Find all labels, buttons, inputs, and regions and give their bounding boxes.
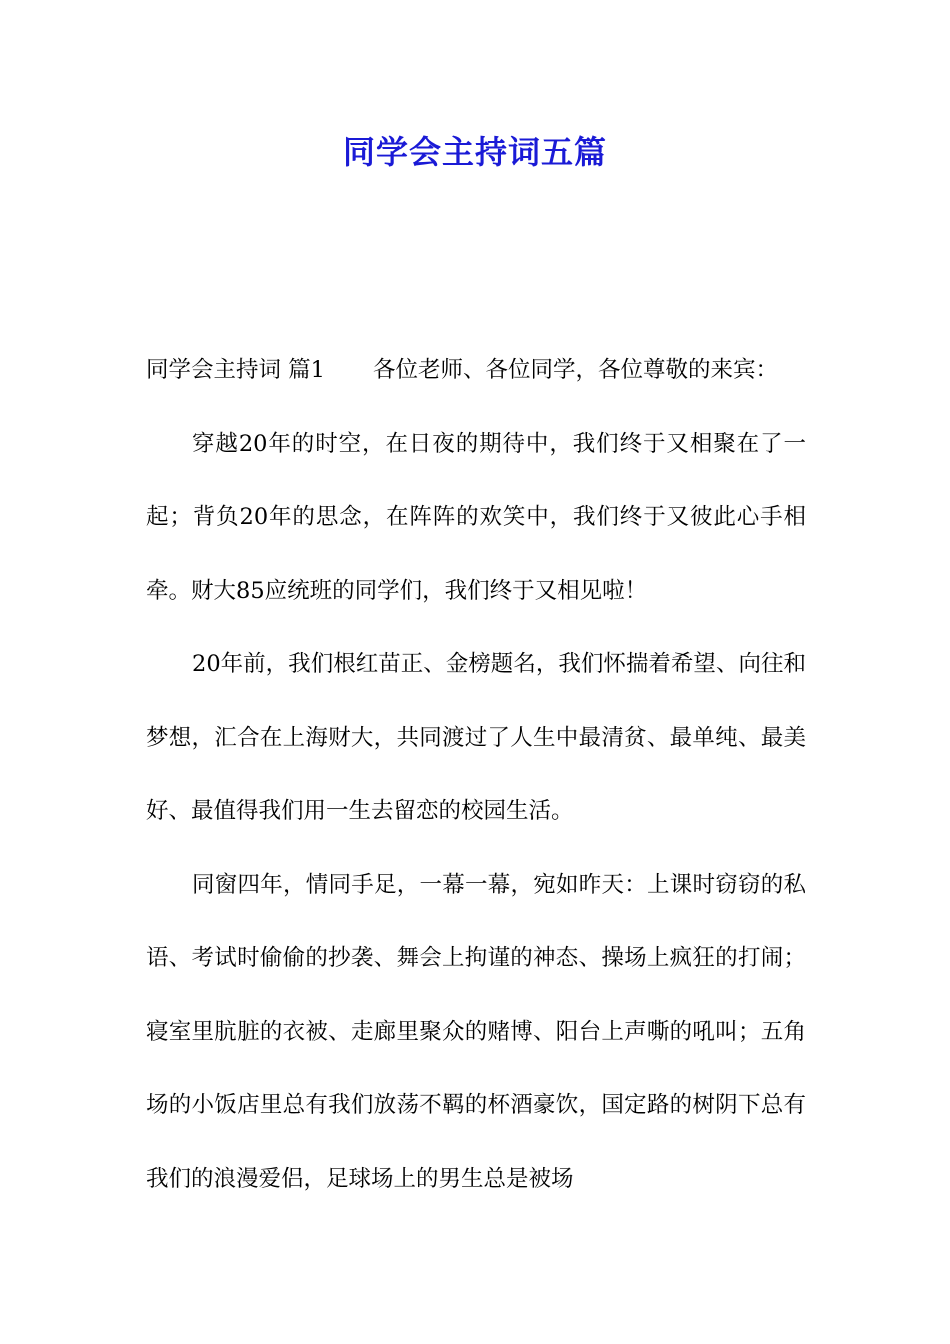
document-body (146, 334, 806, 1216)
paragraph: 穿越20年的时空，在日夜的期待中，我们终于又相聚在了一起；背负20年的思念，在阵阵的欢笑中，我们终于又彼此心手相牵。财大85应统班的同学们，我们终于又相见啦！ (146, 430, 806, 604)
paragraph: 20年前，我们根红苗正、金榜题名，我们怀揣着希望、向往和梦想，汇合在上海财大，共同渡过了人生中最清贫、最单纯、最美好、最值得我们用一生去留恋的校园生活。 (146, 651, 806, 824)
paragraph-opening (146, 334, 806, 408)
document-title: 同学会主持词五篇 (342, 133, 607, 171)
section-heading: 同学会主持词 篇1 (146, 357, 325, 383)
paragraph: 同窗四年，情同手足，一幕一幕，宛如昨天：上课时窃窃的私语、考试时偷偷的抄袭、舞会上拘谨的神态、操场上疯狂的打闹；寝室里肮脏的衣被、走廊里聚众的赌博、阳台上声嘶的吼叫；五角场的小饭店里总有我们放荡不羁的杯酒豪饮，国定路的树阴下总有我们的浪漫爱侣，足球场上的男生总是被场 (146, 871, 806, 1192)
greeting-text: 各位老师、各位同学，各位尊敬的来宾： (372, 357, 778, 383)
